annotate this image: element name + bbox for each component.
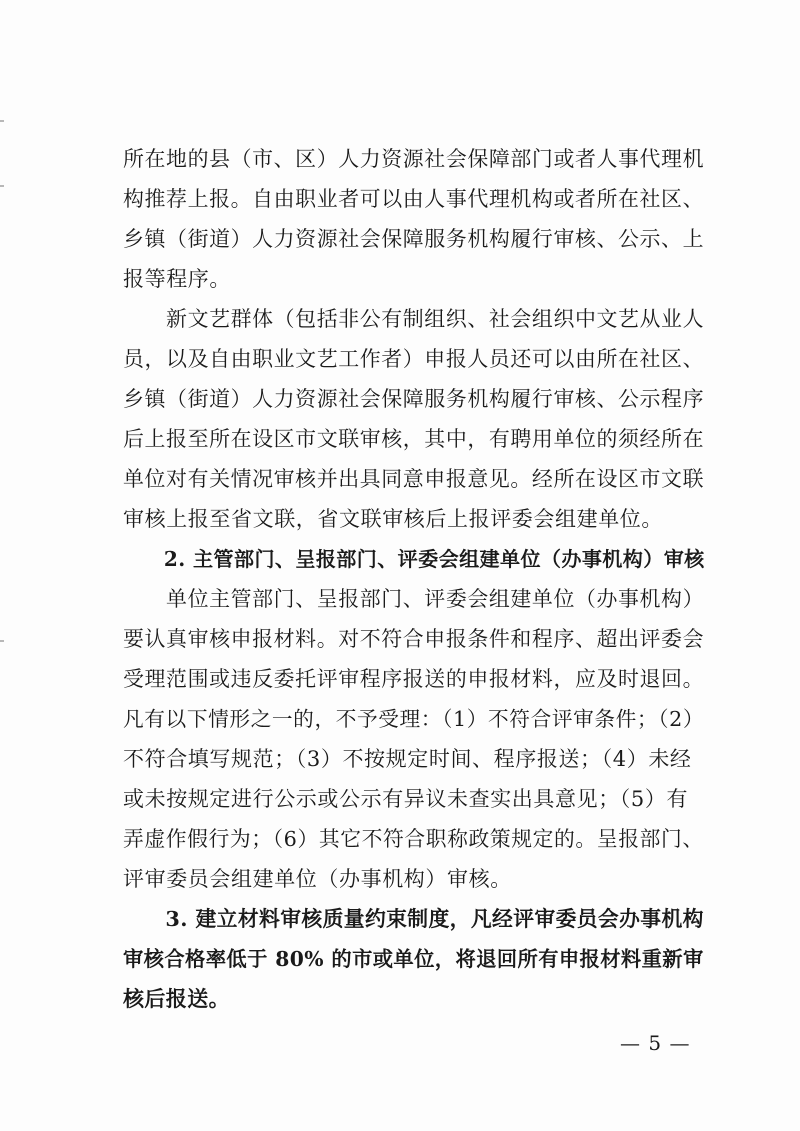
body-line: 乡镇（街道）人力资源社会保障服务机构履行审核、公示程序 (123, 387, 705, 411)
binding-mark (0, 120, 4, 122)
body-line: 员，以及自由职业文艺工作者）申报人员还可以由所在社区、 (123, 347, 705, 371)
body-line: 或未按规定进行公示或公示有异议未查实出具意见；（5）有 (123, 787, 689, 811)
body-line: 单位对有关情况审核并出具同意申报意见。经所在设区市文联 (123, 467, 705, 491)
body-line: 报等程序。 (123, 267, 231, 291)
body-line: 凡有以下情形之一的，不予受理：（1）不符合评审条件；（2） (123, 707, 705, 731)
binding-mark (0, 640, 4, 642)
body-line: 后上报至所在设区市文联审核，其中，有聘用单位的须经所在 (123, 427, 705, 451)
body-line: 构推荐上报。自由职业者可以由人事代理机构或者所在社区、 (123, 187, 705, 211)
body-line: 弄虚作假行为；（6）其它不符合职称政策规定的。呈报部门、 (123, 827, 704, 851)
body-line: 新文艺群体（包括非公有制组织、社会组织中文艺从业人 (123, 307, 705, 331)
body-line: 评审委员会组建单位（办事机构）审核。 (123, 867, 512, 891)
bold-paragraph-line: 核后报送。 (123, 986, 230, 1011)
body-line: 乡镇（街道）人力资源社会保障服务机构履行审核、公示、上 (123, 227, 705, 251)
binding-mark (0, 185, 4, 187)
section-heading: 2. 主管部门、呈报部门、评委会组建单位（办事机构）审核 (123, 547, 705, 571)
body-line: 审核上报至省文联，省文联审核后上报评委会组建单位。 (123, 507, 663, 531)
body-line: 要认真审核申报材料。对不符合申报条件和程序、超出评委会 (123, 627, 705, 651)
bold-paragraph-line: 3. 建立材料审核质量约束制度，凡经评审委员会办事机构 (123, 906, 704, 931)
body-line: 单位主管部门、呈报部门、评委会组建单位（办事机构） (123, 587, 705, 611)
page-number: — 5 — (620, 1031, 691, 1055)
bold-paragraph-line: 审核合格率低于 80% 的市或单位，将退回所有申报材料重新审 (123, 947, 704, 971)
body-line: 受理范围或违反委托评审程序报送的申报材料，应及时退回。 (123, 667, 705, 691)
body-line: 所在地的县（市、区）人力资源社会保障部门或者人事代理机 (123, 147, 705, 171)
body-line: 不符合填写规范；（3）不按规定时间、程序报送；（4）未经 (123, 747, 692, 771)
